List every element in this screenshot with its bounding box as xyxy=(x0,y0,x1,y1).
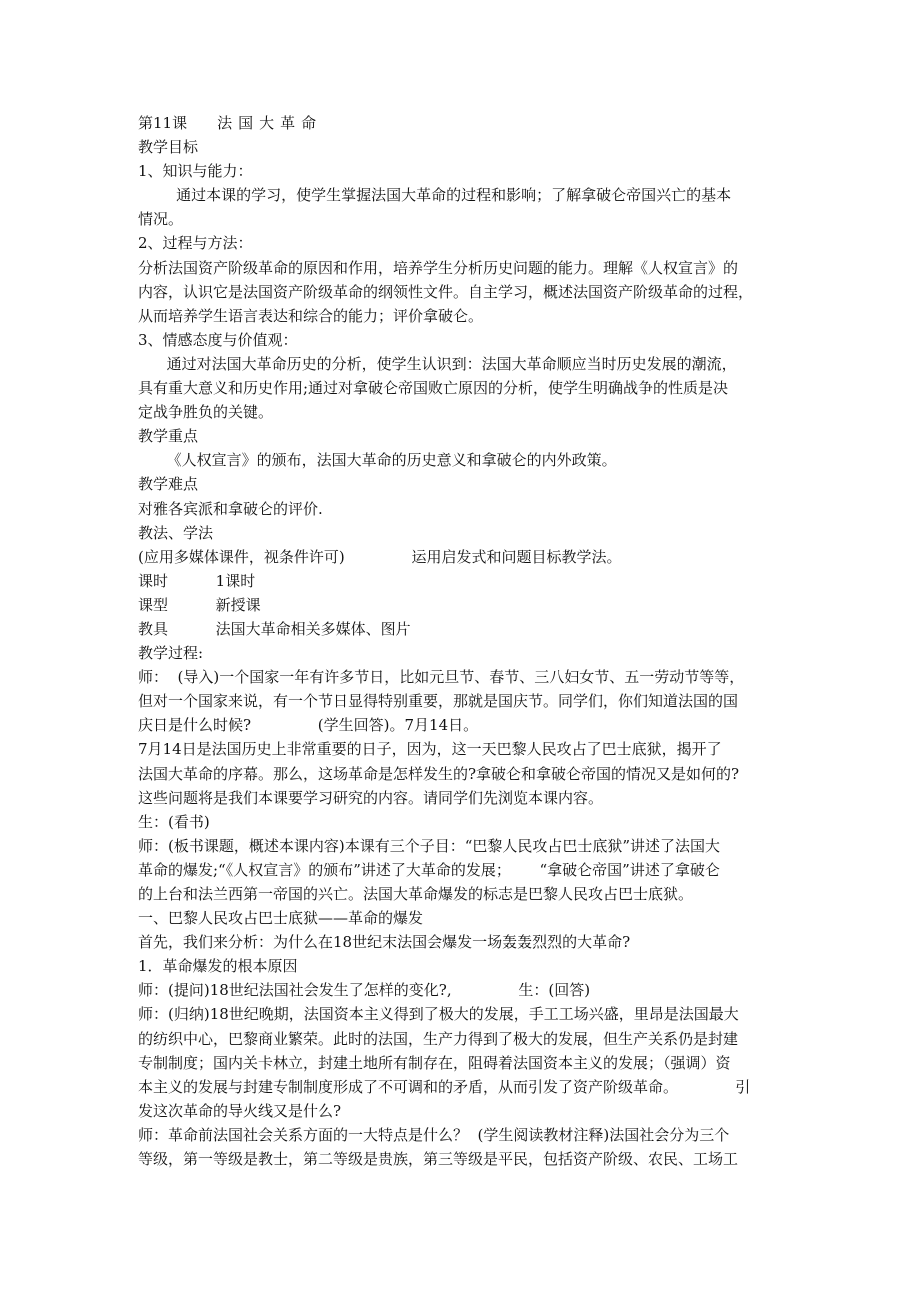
section-heading: 教学过程: xyxy=(138,644,204,663)
section-heading: 教学重点 xyxy=(138,427,199,446)
text-line: 但对一个国家来说，有一个节日显得特别重要，那就是国庆节。同学们，你们知道法国的国 xyxy=(138,692,739,711)
text-line: 课型 新授课 xyxy=(138,595,261,614)
section-heading: 教学难点 xyxy=(138,475,199,494)
text-line: 师：(板书课题，概述本课内容)本课有三个子目：“巴黎人民攻占巴士底狱”讲述了法国大 xyxy=(138,836,721,855)
lesson-title: 法国大革命 xyxy=(217,114,323,132)
text-line: (应用多媒体课件，视条件许可) 运用启发式和问题目标教学法。 xyxy=(138,547,622,566)
text-line: 法国大革命的序幕。那么，这场革命是怎样发生的?拿破仑和拿破仑帝国的情况又是如何的? xyxy=(138,764,740,783)
document-page xyxy=(138,111,788,1171)
text-line: 通过本课的学习，使学生掌握法国大革命的过程和影响；了解拿破仑帝国兴亡的基本 xyxy=(138,186,732,205)
text-line: 从而培养学生语言表达和综合的能力；评价拿破仑。 xyxy=(138,306,484,325)
text-line: 的纺织中心，巴黎商业繁荣。此时的法国，生产力得到了极大的发展，但生产关系仍是封建 xyxy=(138,1029,739,1048)
text-line: 师：革命前法国社会关系方面的一大特点是什么？ (学生阅读教材注释)法国社会分为三个 xyxy=(138,1125,730,1144)
text-line: 定战争胜负的关键。 xyxy=(138,403,274,422)
text-line: 这些问题将是我们本课要学习研究的内容。请同学们先浏览本课内容。 xyxy=(138,788,604,807)
text-line: 师：(提问)18世纪法国社会发生了怎样的变化?, 生：(回答) xyxy=(138,981,591,1000)
text-line: 分析法国资产阶级革命的原因和作用，培养学生分析历史问题的能力。理解《人权宣言》的 xyxy=(138,258,739,277)
text-line: 具有重大意义和历史作用;通过对拿破仑帝国败亡原因的分析，使学生明确战争的性质是决 xyxy=(138,379,729,398)
subsection-heading: 1、知识与能力： xyxy=(138,162,253,181)
text-line: 庆日是什么时候? (学生回答)。7月14日。 xyxy=(138,716,479,735)
text-line: 师：(归纳)18世纪晚期，法国资本主义得到了极大的发展，手工工场兴盛，里昂是法国最大 xyxy=(138,1005,739,1024)
text-line: 等级，第一等级是教士，第二等级是贵族，第三等级是平民，包括资产阶级、农民、工场工 xyxy=(138,1150,739,1169)
text-line: 专制制度；国内关卡林立，封建土地所有制存在，阻碍着法国资本主义的发展；（强调）资 xyxy=(138,1053,731,1072)
text-line: 教具 法国大革命相关多媒体、图片 xyxy=(138,619,411,638)
text-line: 革命的爆发;“《人权宣言》的颁布”讲述了大革命的发展； “拿破仑帝国”讲述了拿破仑 xyxy=(138,860,720,879)
subsection-heading: 2、过程与方法： xyxy=(138,234,253,253)
section-heading: 教法、学法 xyxy=(138,523,214,542)
text-line: 师： (导入)一个国家一年有许多节日，比如元旦节、春节、三八妇女节、五一劳动节等等， xyxy=(138,668,745,687)
text-line: 通过对法国大革命历史的分析，使学生认识到：法国大革命顺应当时历史发展的潮流， xyxy=(138,354,737,373)
text-line: 发这次革命的导火线又是什么? xyxy=(138,1101,342,1120)
text-line: 7月14日是法国历史上非常重要的日子，因为，这一天巴黎人民攻占了巴士底狱，揭开了 xyxy=(138,740,722,759)
section-heading: 教学目标 xyxy=(138,138,199,157)
text-line: 情况。 xyxy=(138,210,184,229)
lesson-number: 第11课 xyxy=(138,114,188,132)
text-line: 内容，认识它是法国资产阶级革命的纲领性文件。自主学习，概述法国资产阶级革命的过程， xyxy=(138,282,754,301)
subsection-heading: 3、情感态度与价值观： xyxy=(138,330,298,349)
text-line: 本主义的发展与封建专制制度形成了不可调和的矛盾，从而引发了资产阶级革命。 引 xyxy=(138,1077,751,1096)
text-line: 《人权宣言》的颁布，法国大革命的历史意义和拿破仑的内外政策。 xyxy=(138,451,617,470)
lesson-heading xyxy=(138,111,788,135)
subsection-heading: 1．革命爆发的根本原因 xyxy=(138,957,298,976)
text-line: 对雅各宾派和拿破仑的评价. xyxy=(138,499,323,518)
text-line: 课时 1课时 xyxy=(138,571,256,590)
text-line: 首先，我们来分析：为什么在18世纪末法国会爆发一场轰轰烈烈的大革命? xyxy=(138,933,631,952)
section-heading: 一、巴黎人民攻占巴士底狱——革命的爆发 xyxy=(138,909,424,928)
text-line: 生：(看书) xyxy=(138,812,210,831)
text-line: 的上台和法兰西第一帝国的兴亡。法国大革命爆发的标志是巴黎人民攻占巴士底狱。 xyxy=(138,885,694,903)
